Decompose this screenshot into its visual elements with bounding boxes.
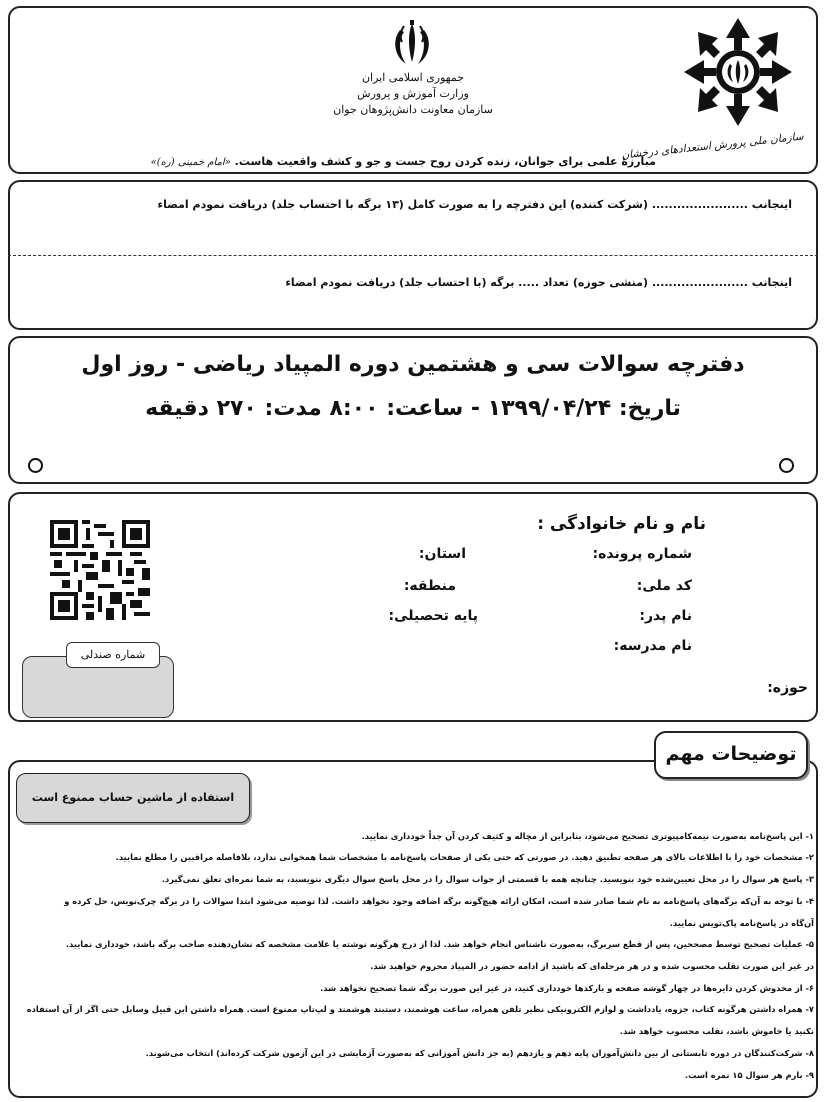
note-item: ۶- از مخدوش کردن دایره‌ها در چهار گوشه صفحه و بارکدها خودداری کنید، در غیر این صورت برگه شما تصحیح نخواهد شد.	[320, 983, 814, 993]
motto-text: مبارزهٔ علمی برای جوانان، زنده کردن روح جست و جو و کشف واقعیت هاست.	[234, 155, 656, 168]
secretary-receipt-line: اینجانب ....................... (منشی حوزه) تعداد ..... برگه (با احتساب جلد) دریافت نمودم امضاء	[285, 276, 792, 289]
organization-logo-icon	[682, 16, 794, 128]
organization-logo-text: سازمان ملی پرورش استعدادهای درخشان	[620, 130, 805, 162]
note-item: نکنید یا خاموش باشد، تقلب محسوب خواهد شد.	[619, 1026, 814, 1036]
region-label: منطقه:	[403, 578, 456, 594]
note-item: ۵- عملیات تصحیح توسط مصححین، پس از قطع سربرگ، به‌صورت ناشناس انجام خواهد شد. لذا از درج هرگونه نوشته یا علامت مشخصه که نشان‌دهنده صاحب برگه باشد، خودداری نمایید.	[65, 939, 814, 949]
note-item: ۲- مشخصات خود را با اطلاعات بالای هر صفحه تطبیق دهید. در صورتی که حتی یکی از صفحات پاسخ‌نامه با مشخصات شما همخوانی ندارد، بلافاصله مراقبین را مطلع نمایید.	[115, 852, 814, 862]
exam-title: دفترچه سوالات سی و هشتمین دوره المپیاد ریاضی - روز اول	[81, 352, 745, 377]
ministry-name: وزارت آموزش و پرورش	[357, 87, 469, 100]
exam-schedule: تاریخ: ۱۳۹۹/۰۴/۲۴ - ساعت: ۸:۰۰ مدت: ۲۷۰ دقیقه	[145, 396, 681, 421]
iran-emblem-icon	[386, 18, 438, 70]
exam-title-box	[8, 336, 818, 484]
organization-name: سازمان معاونت دانش‌پژوهان جوان	[333, 103, 493, 116]
participant-receipt-line: اینجانب ....................... (شرکت کننده) این دفترچه را به صورت کامل (۱۳ برگه با احتساب جلد) دریافت نمودم امضاء	[157, 198, 792, 211]
qr-code-icon	[50, 520, 150, 620]
seat-number-label: شماره صندلی	[66, 642, 160, 668]
cut-line	[8, 255, 818, 256]
header-box	[8, 6, 818, 174]
note-item: ۷- همراه داشتن هرگونه کتاب، جزوه، یادداشت و لوازم الکترونیکی نظیر تلفن همراه، ساعت هوشمند، دستبند هوشمند و لپ‌تاپ ممنوع است. همراه داشتن این قبیل وسایل حتی اگر از آن استفاده	[26, 1004, 814, 1014]
file-number-label: شماره پرونده:	[592, 546, 692, 562]
district-label: حوزه:	[767, 680, 808, 696]
father-name-label: نام پدر:	[639, 608, 692, 624]
student-info-box	[8, 492, 818, 722]
note-item: ۴- با توجه به آن‌که برگه‌های پاسخ‌نامه به نام شما صادر شده است، امکان ارائه هیچ‌گونه برگه اضافه وجود نخواهد داشت. لذا توصیه می‌شود ابتدا سوالات را در برگه چرک‌نویس، حل کرده و	[64, 896, 814, 906]
national-code-label: کد ملی:	[636, 578, 692, 594]
note-item: آن‌گاه در پاسخ‌نامه پاک‌نویس نمایید.	[669, 918, 814, 928]
receipt-box	[8, 180, 818, 330]
school-name-label: نام مدرسه:	[613, 638, 692, 654]
country-name: جمهوری اسلامی ایران	[361, 71, 465, 84]
note-item: در غیر این صورت تقلب محسوب شده و در هر مرحله‌ای که باشید از ادامه حضور در المپیاد محروم خواهید شد.	[370, 961, 814, 971]
registration-circle-icon	[28, 458, 43, 473]
notes-title: توضیحات مهم	[654, 731, 808, 779]
note-item: ۳- پاسخ هر سوال را در محل تعیین‌شده خود بنویسید. چنانچه همه یا قسمتی از جواب سوال را در محل پاسخ سوال دیگری بنویسید، به شما نمره‌ای تعلق نمی‌گیرد.	[161, 874, 814, 884]
note-item: ۸- شرکت‌کنندگان در دوره تابستانی از بین دانش‌آموزان پایه دهم و یازدهم (به جز دانش آموزانی که به‌صورت آزمایشی در این آزمون شرکت کرده‌اند) انتخاب می‌شوند.	[145, 1048, 814, 1058]
note-item: ۱- این پاسخ‌نامه به‌صورت نیمه‌کامپیوتری تصحیح می‌شود، بنابراین از مچاله و کثیف کردن آن جداً خودداری نمایید.	[361, 831, 814, 841]
motto-author: «امام خمینی (ره)»	[150, 157, 231, 168]
registration-circle-icon	[779, 458, 794, 473]
full-name-label: نام و نام خانوادگی :	[537, 514, 706, 534]
province-label: استان:	[418, 546, 466, 562]
note-item: ۹- بارم هر سوال ۱۵ نمره است.	[684, 1070, 814, 1080]
motto	[151, 155, 656, 168]
grade-label: پایه تحصیلی:	[388, 608, 478, 624]
calculator-warning: استفاده از ماشین حساب ممنوع است	[16, 773, 250, 823]
